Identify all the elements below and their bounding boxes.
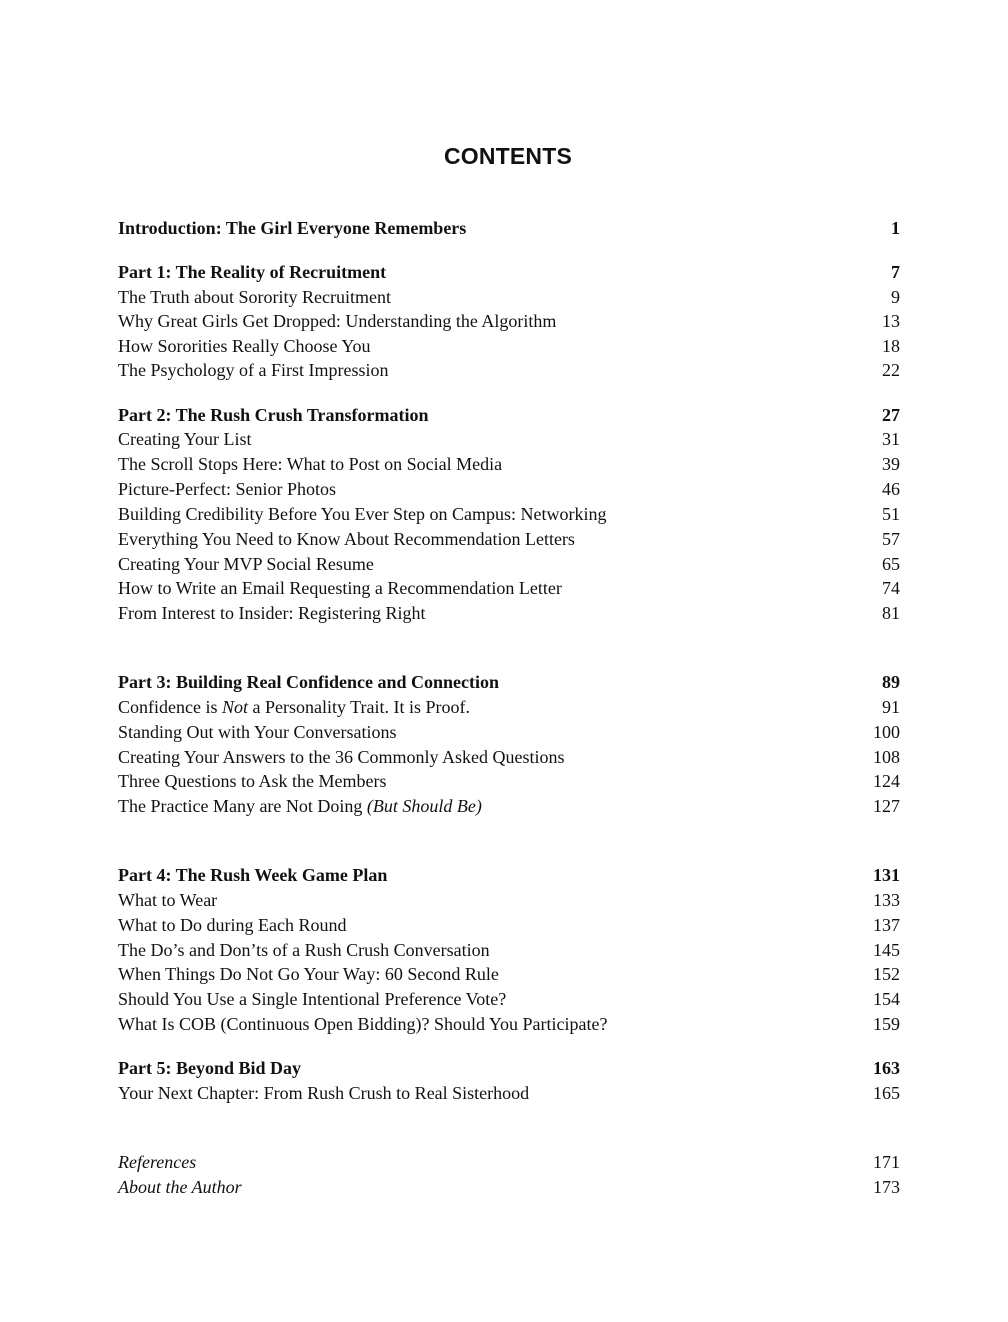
toc-entry-title: Building Credibility Before You Ever Step on Campus: Networking: [118, 504, 607, 524]
toc-entry-page: 39: [882, 454, 900, 474]
toc-entry[interactable]: [118, 938, 900, 962]
toc-entry-title: The Do’s and Don’ts of a Rush Crush Conversation: [118, 940, 490, 960]
toc-entry[interactable]: [118, 769, 900, 793]
toc-entry-page: 65: [882, 554, 900, 574]
toc-entry-page: 18: [882, 336, 900, 356]
toc-entry-title: How to Write an Email Requesting a Recommendation Letter: [118, 578, 562, 598]
toc-entry-title: Three Questions to Ask the Members: [118, 771, 387, 791]
toc-entry[interactable]: [118, 502, 900, 526]
toc-entry[interactable]: [118, 358, 900, 382]
toc-entry-title: The Psychology of a First Impression: [118, 360, 389, 380]
toc-entry-part-4[interactable]: [118, 863, 900, 887]
toc-entry-page: 27: [882, 405, 900, 425]
toc-entry-page: 91: [882, 697, 900, 717]
toc-entry[interactable]: [118, 576, 900, 600]
toc-entry[interactable]: [118, 285, 900, 309]
toc-entry[interactable]: [118, 552, 900, 576]
toc-entry-page: 51: [882, 504, 900, 524]
toc-entry[interactable]: [118, 334, 900, 358]
toc-entry-page: 7: [891, 262, 900, 282]
toc-entry-page: 165: [873, 1083, 900, 1103]
toc-entry-page: 1: [891, 218, 900, 238]
toc-entry-page: 57: [882, 529, 900, 549]
toc-entry-page: 171: [873, 1152, 900, 1172]
toc-entry-title: [118, 794, 482, 818]
toc-entry-title: Should You Use a Single Intentional Preference Vote?: [118, 989, 507, 1009]
toc-entry-title-emphasis: (But Should Be): [366, 796, 482, 816]
toc-entry[interactable]: [118, 452, 900, 476]
toc-entry-title: References: [118, 1152, 197, 1172]
toc-entry-title: Part 3: Building Real Confidence and Connection: [118, 672, 500, 692]
toc-entry-page: 152: [873, 964, 900, 984]
toc-entry-title: Everything You Need to Know About Recommendation Letters: [118, 529, 575, 549]
toc-entry-title: About the Author: [118, 1177, 242, 1197]
toc-entry-page: 13: [882, 311, 900, 331]
toc-entry[interactable]: [118, 888, 900, 912]
toc-entry[interactable]: [118, 1081, 900, 1105]
toc-entry-page: 163: [873, 1058, 900, 1078]
toc-entry-title: What Is COB (Continuous Open Bidding)? Should You Participate?: [118, 1014, 608, 1034]
toc-entry[interactable]: [118, 794, 900, 818]
toc-entry[interactable]: [118, 527, 900, 551]
toc-entry-title: What to Do during Each Round: [118, 915, 347, 935]
toc-entry-title: The Scroll Stops Here: What to Post on Social Media: [118, 454, 503, 474]
toc-entry-page: 46: [882, 479, 900, 499]
toc-entry-page: 22: [882, 360, 900, 380]
toc-entry-page: 31: [882, 429, 900, 449]
toc-entry[interactable]: [118, 309, 900, 333]
toc-entry-title: Creating Your Answers to the 36 Commonly Asked Questions: [118, 747, 565, 767]
toc-entry[interactable]: [118, 695, 900, 719]
toc-entry-page: 100: [873, 722, 900, 742]
toc-entry[interactable]: [118, 427, 900, 451]
toc-entry-title: Creating Your MVP Social Resume: [118, 554, 374, 574]
toc-entry[interactable]: [118, 601, 900, 625]
toc-entry-part-5[interactable]: [118, 1056, 900, 1080]
toc-entry-title: [118, 695, 470, 719]
toc-entry-title: Standing Out with Your Conversations: [118, 722, 397, 742]
toc-entry-about-the-author[interactable]: [118, 1175, 900, 1199]
toc-entry[interactable]: [118, 913, 900, 937]
toc-entry-title: Picture-Perfect: Senior Photos: [118, 479, 336, 499]
toc-entry-title: From Interest to Insider: Registering Right: [118, 603, 426, 623]
toc-entry-title: Part 2: The Rush Crush Transformation: [118, 405, 429, 425]
toc-entry-page: 124: [873, 771, 900, 791]
toc-entry[interactable]: [118, 987, 900, 1011]
toc-entry-title-part: The Practice Many are Not Doing: [118, 796, 367, 816]
toc-entry-page: 131: [873, 865, 900, 885]
toc-entry[interactable]: [118, 745, 900, 769]
toc-entry-page: 127: [873, 796, 900, 816]
toc-entry-references[interactable]: [118, 1150, 900, 1174]
toc-entry-title: How Sororities Really Choose You: [118, 336, 371, 356]
toc-entry-page: 108: [873, 747, 900, 767]
toc-entry-title-part: a Personality Trait. It is Proof.: [248, 697, 471, 717]
toc-entry-page: 137: [873, 915, 900, 935]
toc-entry-title: Part 1: The Reality of Recruitment: [118, 262, 387, 282]
toc-entry-title: What to Wear: [118, 890, 218, 910]
toc-entry-title: The Truth about Sorority Recruitment: [118, 287, 391, 307]
toc-entry-introduction[interactable]: [118, 216, 900, 240]
toc-entry-page: 74: [882, 578, 900, 598]
toc-entry-title: Introduction: The Girl Everyone Remembers: [118, 218, 467, 238]
toc-entry-page: 81: [882, 603, 900, 623]
toc-entry-part-2[interactable]: [118, 403, 900, 427]
toc-entry-part-3[interactable]: [118, 670, 900, 694]
toc-entry-page: 9: [891, 287, 900, 307]
toc-entry-title: Part 5: Beyond Bid Day: [118, 1058, 302, 1078]
toc-entry-page: 145: [873, 940, 900, 960]
page-title: CONTENTS: [443, 143, 573, 169]
toc-entry-title: Part 4: The Rush Week Game Plan: [118, 865, 388, 885]
toc-entry[interactable]: [118, 720, 900, 744]
toc-entry-title: Your Next Chapter: From Rush Crush to Real Sisterhood: [118, 1083, 530, 1103]
toc-entry[interactable]: [118, 1012, 900, 1036]
toc-entry-part-1[interactable]: [118, 260, 900, 284]
toc-entry-page: 173: [873, 1177, 900, 1197]
toc-entry-title: When Things Do Not Go Your Way: 60 Second Rule: [118, 964, 499, 984]
toc-entry-title: Why Great Girls Get Dropped: Understanding the Algorithm: [118, 311, 557, 331]
toc-entry-title: Creating Your List: [118, 429, 252, 449]
toc-entry-page: 89: [882, 672, 900, 692]
toc-entry[interactable]: [118, 962, 900, 986]
toc-entry-page: 159: [873, 1014, 900, 1034]
toc-entry-title-part: Confidence is: [118, 697, 222, 717]
toc-entry-page: 154: [873, 989, 900, 1009]
toc-entry[interactable]: [118, 477, 900, 501]
toc-entry-title-emphasis: Not: [221, 697, 248, 717]
toc-entry-page: 133: [873, 890, 900, 910]
